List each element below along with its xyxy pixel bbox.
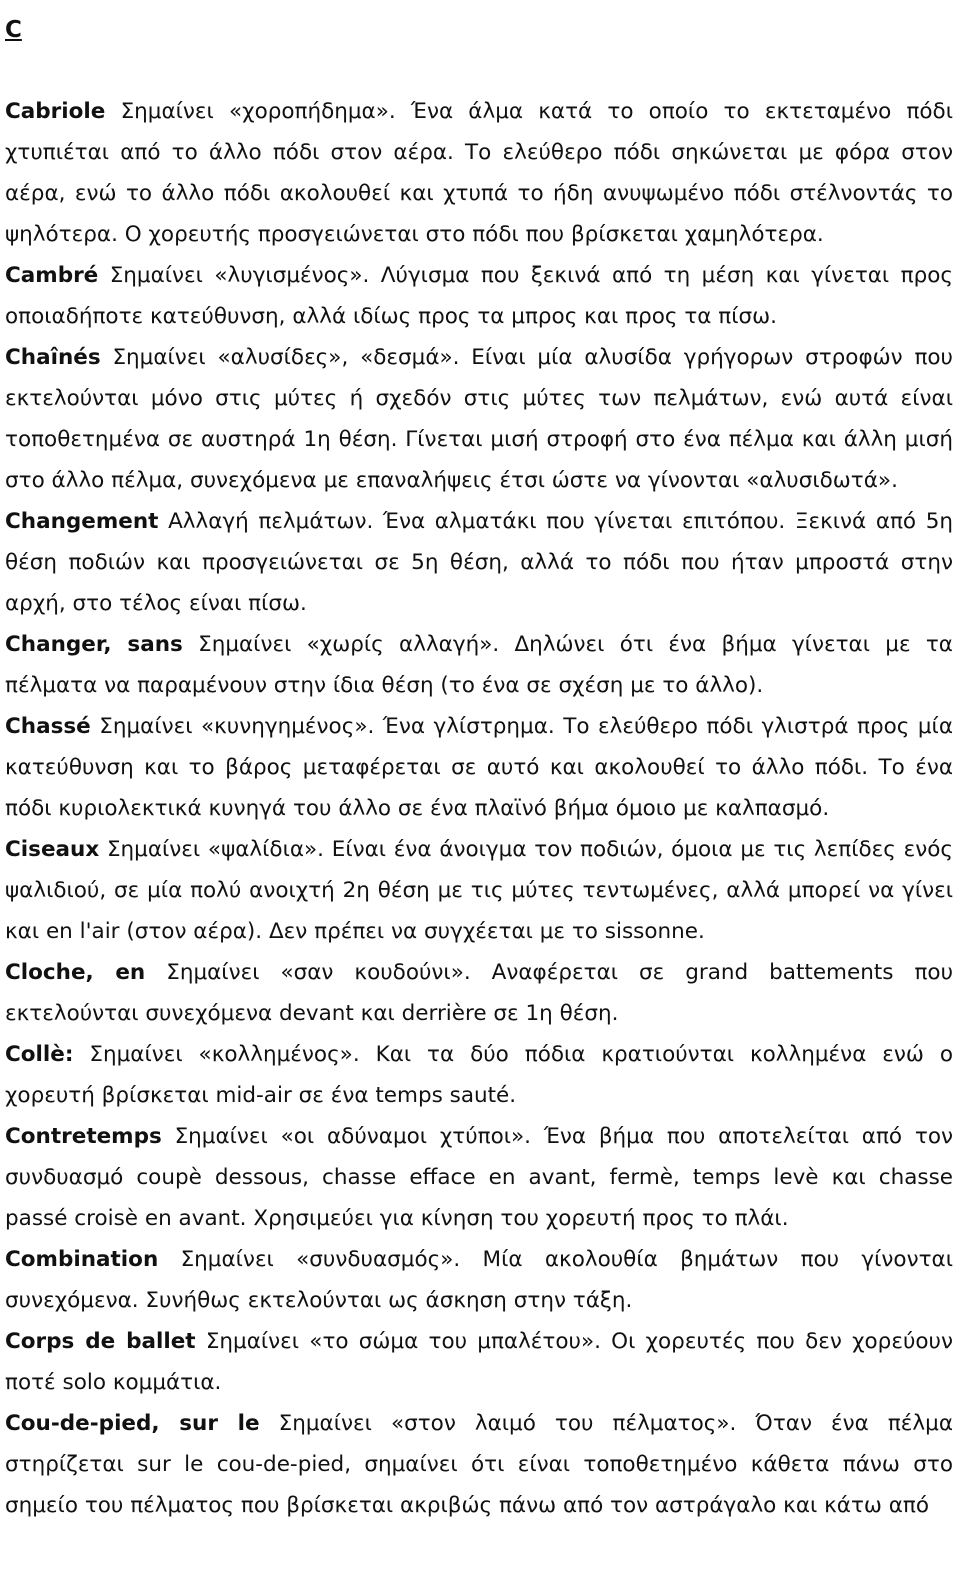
entry-definition: Αλλαγή πελμάτων. Ένα αλματάκι που γίνεται επιτόπου. Ξεκινά από 5η θέση ποδιών και προσγειώνεται σε 5η θέση, αλλά το πόδι που ήταν μπροστά στην αρχή, στο τέλος είναι πίσω. [5,509,953,616]
glossary-entry-chasse [5,706,953,829]
glossary-entry-cambre [5,255,953,337]
glossary-list [5,91,953,1526]
entry-term: Cloche, en [5,960,146,985]
glossary-entry-corps-de-ballet [5,1321,953,1403]
entry-definition: Σημαίνει «το σώμα του μπαλέτου». Οι χορευτές που δεν χορεύουν ποτέ solo κομμάτια. [5,1329,953,1395]
glossary-entry-changement [5,501,953,624]
entry-definition: Σημαίνει «χοροπήδημα». Ένα άλμα κατά το οποίο το εκτεταμένο πόδι χτυπιέται από το άλλο πόδι στον αέρα. Το ελεύθερο πόδι σηκώνεται με φόρα στον αέρα, ενώ το άλλο πόδι ακολουθεί και χτυπά το ήδη ανυψωμένο πόδι στέλνοντάς το ψηλότερα. Ο χορευτής προσγειώνεται στο πόδι που βρίσκεται χαμηλότερα. [5,99,953,247]
entry-definition: Σημαίνει «κολλημένος». Και τα δύο πόδια κρατιούνται κολλημένα ενώ ο χορευτή βρίσκεται mid-air σε ένα temps sauté. [5,1042,953,1108]
glossary-entry-colle [5,1034,953,1116]
entry-definition: Σημαίνει «οι αδύναμοι χτύποι». Ένα βήμα που αποτελείται από τον συνδυασμό coupè dessous, chasse effaсe en avant, fermè, temps levè και chasse passé croisè en avant. Χρησιμεύει για κίνηση του χορευτή προς το πλάι. [5,1124,953,1231]
entry-term: Changement [5,509,159,534]
entry-term: Cabriole [5,99,106,124]
glossary-entry-cloche-en [5,952,953,1034]
section-heading: C [5,17,22,43]
entry-definition: Σημαίνει «ψαλίδια». Είναι ένα άνοιγμα τον ποδιών, όμοια με τις λεπίδες ενός ψαλιδιού, σε μία πολύ ανοιχτή 2η θέση με τις μύτες τεντωμένες, αλλά μπορεί να γίνει και en l'air (στον αέρα). Δεν πρέπει να συγχέεται με το sissonne. [5,837,953,944]
entry-term: Corps de ballet [5,1329,196,1354]
entry-term: Cambré [5,263,99,288]
entry-term: Combination [5,1247,159,1272]
entry-term: Chaînés [5,345,101,370]
entry-definition: Σημαίνει «σαν κουδούνι». Αναφέρεται σε grand battements που εκτελούνται συνεχόμενα devant και derrière σε 1η θέση. [5,960,954,1026]
glossary-entry-chaines [5,337,953,501]
entry-definition: Σημαίνει «στον λαιμό του πέλματος». Όταν ένα πέλμα στηρίζεται sur le cou-de-pied, σημαίνει ότι είναι τοποθετημένο κάθετα πάνω στο σημείο του πέλματος που βρίσκεται ακριβώς πάνω από τον αστράγαλο και κάτω από [5,1411,954,1518]
entry-definition: Σημαίνει «λυγισμένος». Λύγισμα που ξεκινά από τη μέση και γίνεται προς οποιαδήποτε κατεύθυνση, αλλά ιδίως προς τα μπρος και προς τα πίσω. [5,263,953,329]
glossary-entry-cou-de-pied [5,1403,953,1526]
entry-term: Changer, sans [5,632,183,657]
glossary-entry-cabriole [5,91,953,255]
entry-term: Cou-de-pied, sur le [5,1411,260,1436]
entry-term: Collè: [5,1042,74,1067]
entry-definition: Σημαίνει «αλυσίδες», «δεσμά». Είναι μία αλυσίδα γρήγορων στροφών που εκτελούνται μόνο στις μύτες ή σχεδόν στις μύτες των πελμάτων, ενώ αυτά είναι τοποθετημένα σε αυστηρά 1η θέση. Γίνεται μισή στροφή στο ένα πέλμα και άλλη μισή στο άλλο πέλμα, συνεχόμενα με επαναλήψεις έτσι ώστε να γίνονται «αλυσιδωτά». [5,345,953,493]
entry-definition: Σημαίνει «συνδυασμός». Μία ακολουθία βημάτων που γίνονται συνεχόμενα. Συνήθως εκτελούνται ως άσκηση στην τάξη. [5,1247,953,1313]
entry-definition: Σημαίνει «κυνηγημένος». Ένα γλίστρημα. Το ελεύθερο πόδι γλιστρά προς μία κατεύθυνση και το βάρος μεταφέρεται σε αυτό και ακολουθεί το άλλο πόδι. Το ένα πόδι κυριολεκτικά κυνηγά του άλλο σε ένα πλαϊνό βήμα όμοιο με καλπασμό. [5,714,953,821]
glossary-entry-ciseaux [5,829,953,952]
entry-term: Chassé [5,714,91,739]
entry-term: Contretemps [5,1124,162,1149]
glossary-entry-combination [5,1239,953,1321]
glossary-entry-changer-sans [5,624,953,706]
entry-term: Ciseaux [5,837,100,862]
glossary-entry-contretemps [5,1116,953,1239]
entry-definition: Σημαίνει «χωρίς αλλαγή». Δηλώνει ότι ένα βήμα γίνεται με τα πέλματα να παραμένουν στην ίδια θέση (το ένα σε σχέση με το άλλο). [5,632,953,698]
